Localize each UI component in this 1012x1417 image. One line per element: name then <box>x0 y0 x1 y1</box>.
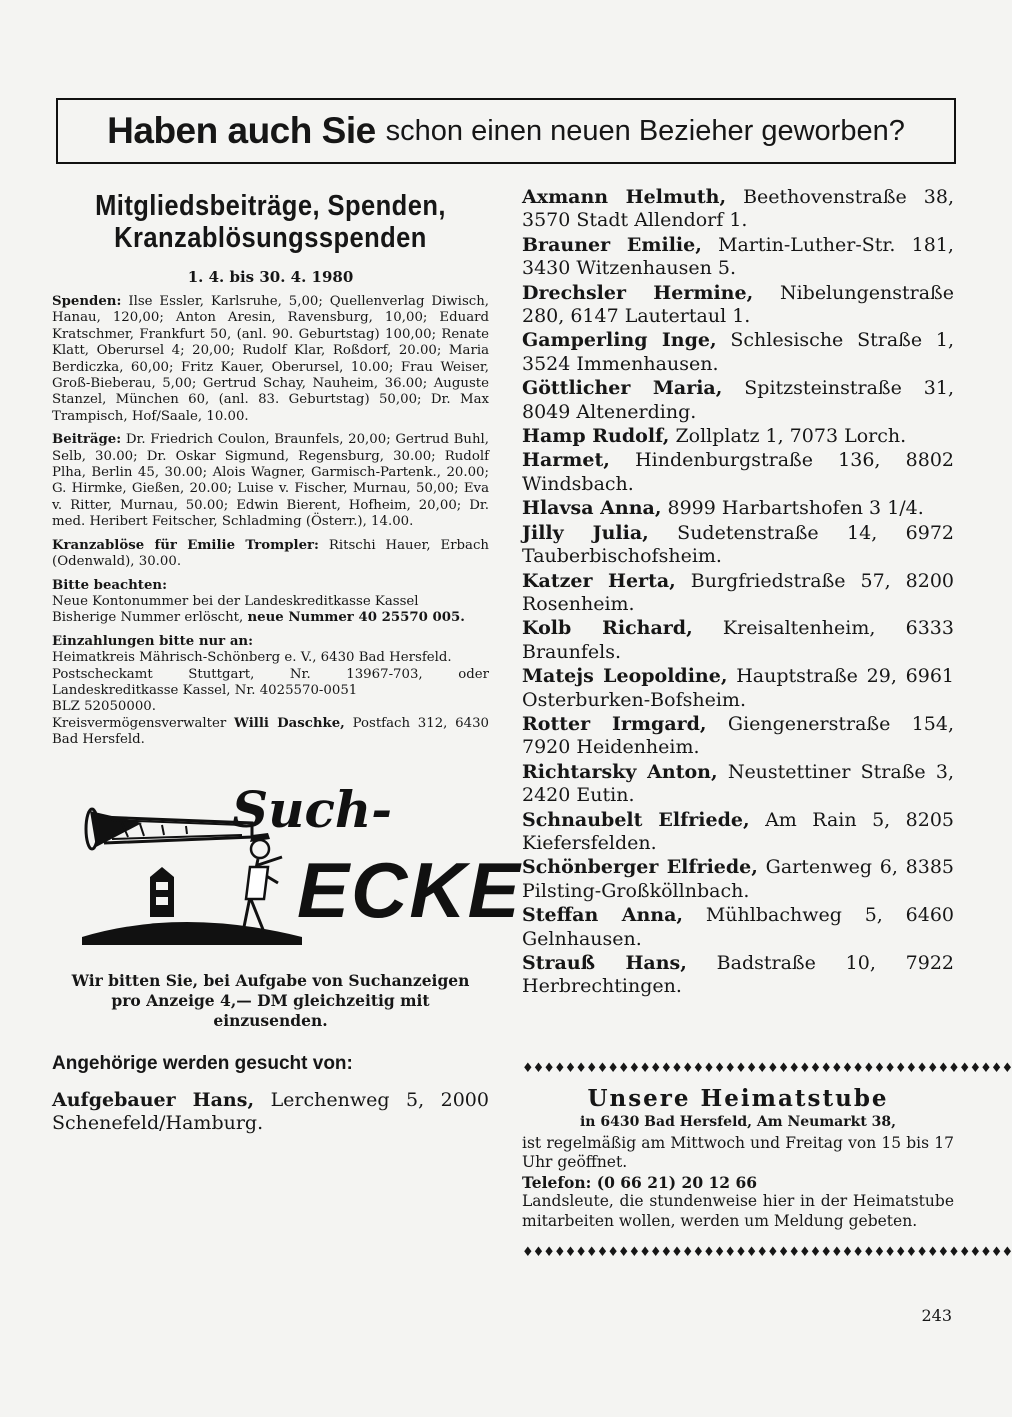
diamond-divider-top: ♦♦♦♦♦♦♦♦♦♦♦♦♦♦♦♦♦♦♦♦♦♦♦♦♦♦♦♦♦♦♦♦♦♦♦♦♦♦♦♦♦♦♦♦♦♦ <box>522 1060 1012 1076</box>
notice-line1: Neue Kontonummer bei der Landeskreditkasse Kassel <box>52 593 419 609</box>
entry-name: Matejs Leopoldine, <box>522 665 728 688</box>
notice-paragraph <box>52 578 489 627</box>
entry-name: Harmet, <box>522 449 610 472</box>
list-item <box>522 952 954 999</box>
beitraege-label: Beiträge: <box>52 432 122 448</box>
heimatstube-box <box>522 1060 1012 1262</box>
list-item <box>522 809 954 856</box>
notice-label: Bitte beachten: <box>52 577 167 593</box>
list-item <box>522 665 954 712</box>
ecke-block-text: ECKE <box>297 845 522 934</box>
heimatstube-hours: ist regelmäßig am Mittwoch und Freitag von 15 bis 17 Uhr geöffnet. <box>522 1133 954 1172</box>
entry-name: Strauß Hans, <box>522 952 687 974</box>
entry-address: Nibelungenstraße 280, 6147 Lautertaul 1. <box>522 281 954 328</box>
banner-bold-text: Haben auch Sie <box>107 110 376 151</box>
spenden-label: Spenden: <box>52 294 122 309</box>
entry-name: Gamperling Inge, <box>522 329 717 352</box>
list-item <box>522 617 954 664</box>
spenden-paragraph <box>52 294 489 425</box>
entry-address: Mühlbachweg 5, 6460 Gelnhausen. <box>522 904 954 950</box>
entry-address: 8999 Harbartshofen 3 1/4. <box>667 497 924 520</box>
entry-address: Hindenburgstraße 136, 8802 Windsbach. <box>522 449 955 495</box>
such-script-text: Such- <box>232 779 393 839</box>
wanted-entry-address: Lerchenweg 5, 2000 Schenefeld/Hamburg. <box>52 1088 489 1134</box>
donations-period: 1. 4. bis 30. 4. 1980 <box>187 268 354 286</box>
entry-address: Hauptstraße 29, 6961 Osterburken-Bofsheim. <box>522 665 955 711</box>
promo-banner <box>56 98 956 164</box>
beitraege-paragraph <box>52 432 489 530</box>
donations-title <box>78 190 463 254</box>
payment-line1: Heimatkreis Mährisch-Schönberg e. V., 6430 Bad Hersfeld. <box>52 650 452 666</box>
list-item <box>522 522 954 569</box>
wanted-entry <box>52 1089 489 1136</box>
entry-address: Martin-Luther-Str. 181, 3430 Witzenhausen 5. <box>522 233 954 280</box>
heimatstube-address: in 6430 Bad Hersfeld, Am Neumarkt 38, <box>579 1113 897 1130</box>
entry-name: Schnaubelt Elfriede, <box>522 808 750 831</box>
beitraege-text: Dr. Friedrich Coulon, Braunfels, 20,00; Gertrud Buhl, Selb, 30.00; Dr. Oskar Sigmund, Regensburg, 30.00; Rudolf Plha, Berlin 45, 30.00; Alois Wagner, Garmisch-Partenk., 20.00; G. Hirmke, Gießen, 20.00; Luise v. Fischer, Murnau, 50,00; Eva v. Ritter, Murnau, 50.00; Edwin Bierent, Hofheim, 20,00; Dr. med. Heribert Feitscher, Schladming (Österr.), 14.00. <box>52 432 489 530</box>
payment-line4-pre: Kreisvermögensverwalter <box>52 715 227 731</box>
right-column <box>522 186 1012 1261</box>
kranz-paragraph <box>52 538 489 571</box>
entry-address: Badstraße 10, 7922 Herbrechtingen. <box>522 952 955 998</box>
page-number: 243 <box>921 1306 952 1325</box>
heimatstube-appeal: Landsleute, die stundenweise hier in der Heimatstube mitarbeiten wollen, werden um Meldung gebeten. <box>522 1192 954 1230</box>
entry-address: Am Rain 5, 8205 Kiefersfelden. <box>522 808 954 854</box>
list-item <box>522 425 954 448</box>
such-ecke-logo <box>82 779 522 957</box>
kranz-text: Ritschi Hauer, Erbach (Odenwald), 30.00. <box>52 537 489 570</box>
payment-line4-post: Postfach 312, 6430 Bad Hersfeld. <box>52 715 490 748</box>
list-item <box>522 234 954 281</box>
entry-name: Katzer Herta, <box>522 569 676 592</box>
entry-name: Brauner Emilie, <box>522 233 702 256</box>
payment-line2: Postscheckamt Stuttgart, Nr. 13967-703, oder Landeskreditkasse Kassel, Nr. 4025570-0051 <box>52 666 489 698</box>
entry-address: Giengenerstraße 154, 7920 Heidenheim. <box>522 712 954 759</box>
entry-name: Hamp Rudolf, <box>522 425 670 448</box>
entry-name: Schönberger Elfriede, <box>522 856 758 879</box>
entry-address: Neustettiner Straße 3, 2420 Eutin. <box>522 760 954 807</box>
entry-name: Rotter Irmgard, <box>522 712 707 735</box>
notice-line2-pre: Bisherige Nummer erlöscht, <box>52 610 244 626</box>
entry-address: Burgfriedstraße 57, 8200 Rosenheim. <box>522 569 955 615</box>
wanted-heading: Angehörige werden gesucht von: <box>52 1052 353 1074</box>
list-item <box>522 449 954 496</box>
list-item <box>522 377 954 424</box>
entry-name: Hlavsa Anna, <box>522 497 662 520</box>
entry-address: Spitzsteinstraße 31, 8049 Altenerding. <box>522 377 954 423</box>
entry-name: Kolb Richard, <box>522 617 693 640</box>
entry-name: Drechsler Hermine, <box>522 281 754 304</box>
list-item <box>522 904 954 951</box>
entry-name: Richtarsky Anton, <box>522 760 718 783</box>
spenden-text: Ilse Essler, Karlsruhe, 5,00; Quellenverlag Diwisch, Hanau, 120,00; Anton Aresin, Ravensburg, 10,00; Eduard Kratschmer, Frankfurt 50, (anl. 90. Geburtstag) 100,00; Renate Klatt, Oberursel 4; 20,00; Rudolf Klar, Roßdorf, 20.00; Maria Berdiczka, 60,00; Fritz Kauer, Oberursel, 10.00; Frau Weiser, Groß-Bieberau, 5,00; Gertrud Schay, Nauheim, 36.00; Auguste Stanzel, München 60, (anl. 83. Geburtstag) 50,00; Dr. Max Trampisch, Hof/Saale, 10.00. <box>52 294 490 424</box>
list-item <box>522 282 954 329</box>
heimatstube-phone: Telefon: (0 66 21) 20 12 66 <box>522 1172 758 1192</box>
kranz-label: Kranzablöse für Emilie Trompler: <box>52 537 319 553</box>
list-item <box>522 761 954 808</box>
left-column <box>52 186 522 1136</box>
payment-label: Einzahlungen bitte nur an: <box>52 633 254 649</box>
entry-address: Sudetenstraße 14, 6972 Tauberbischofsheim. <box>522 521 954 568</box>
entry-name: Göttlicher Maria, <box>522 377 723 400</box>
treasurer-name: Willi Daschke, <box>234 715 345 731</box>
list-item <box>522 570 954 617</box>
entry-address: Zollplatz 1, 7073 Lorch. <box>675 425 907 448</box>
search-corner-caption: Wir bitten Sie, bei Aufgabe von Suchanzeigen pro Anzeige 4,— DM gleichzeitig mit einzusenden. <box>71 970 470 1030</box>
list-item <box>522 186 954 233</box>
megaphone-man-icon <box>82 779 522 957</box>
entry-name: Steffan Anna, <box>522 904 683 927</box>
heimatstube-title: Unsere Heimatstube <box>587 1084 889 1112</box>
entry-name: Jilly Julia, <box>522 521 649 544</box>
payment-line3: BLZ 52050000. <box>52 699 156 715</box>
wanted-entries-list <box>522 186 954 999</box>
wanted-entry-name: Aufgebauer Hans, <box>52 1088 255 1111</box>
diamond-divider-bottom: ♦♦♦♦♦♦♦♦♦♦♦♦♦♦♦♦♦♦♦♦♦♦♦♦♦♦♦♦♦♦♦♦♦♦♦♦♦♦♦♦♦♦♦♦♦♦ <box>522 1245 1012 1261</box>
entry-address: Schlesische Straße 1, 3524 Immenhausen. <box>522 329 954 375</box>
donations-title-line2: Kranzablösungsspenden <box>114 222 427 254</box>
new-account-number: neue Nummer 40 25570 005. <box>247 610 465 626</box>
list-item <box>522 329 954 376</box>
list-item <box>522 856 954 903</box>
entry-name: Axmann Helmuth, <box>522 186 727 208</box>
donations-title-line1: Mitgliedsbeiträge, Spenden, <box>95 190 446 222</box>
banner-text: schon einen neuen Bezieher geworben? <box>385 114 905 147</box>
entry-address: Beethovenstraße 38, 3570 Stadt Allendorf 1. <box>522 186 955 232</box>
list-item <box>522 497 954 520</box>
list-item <box>522 713 954 760</box>
payment-paragraph <box>52 634 489 749</box>
entry-address: Gartenweg 6, 8385 Pilsting-Großköllnbach. <box>522 856 955 902</box>
entry-address: Kreisaltenheim, 6333 Braunfels. <box>522 617 954 663</box>
